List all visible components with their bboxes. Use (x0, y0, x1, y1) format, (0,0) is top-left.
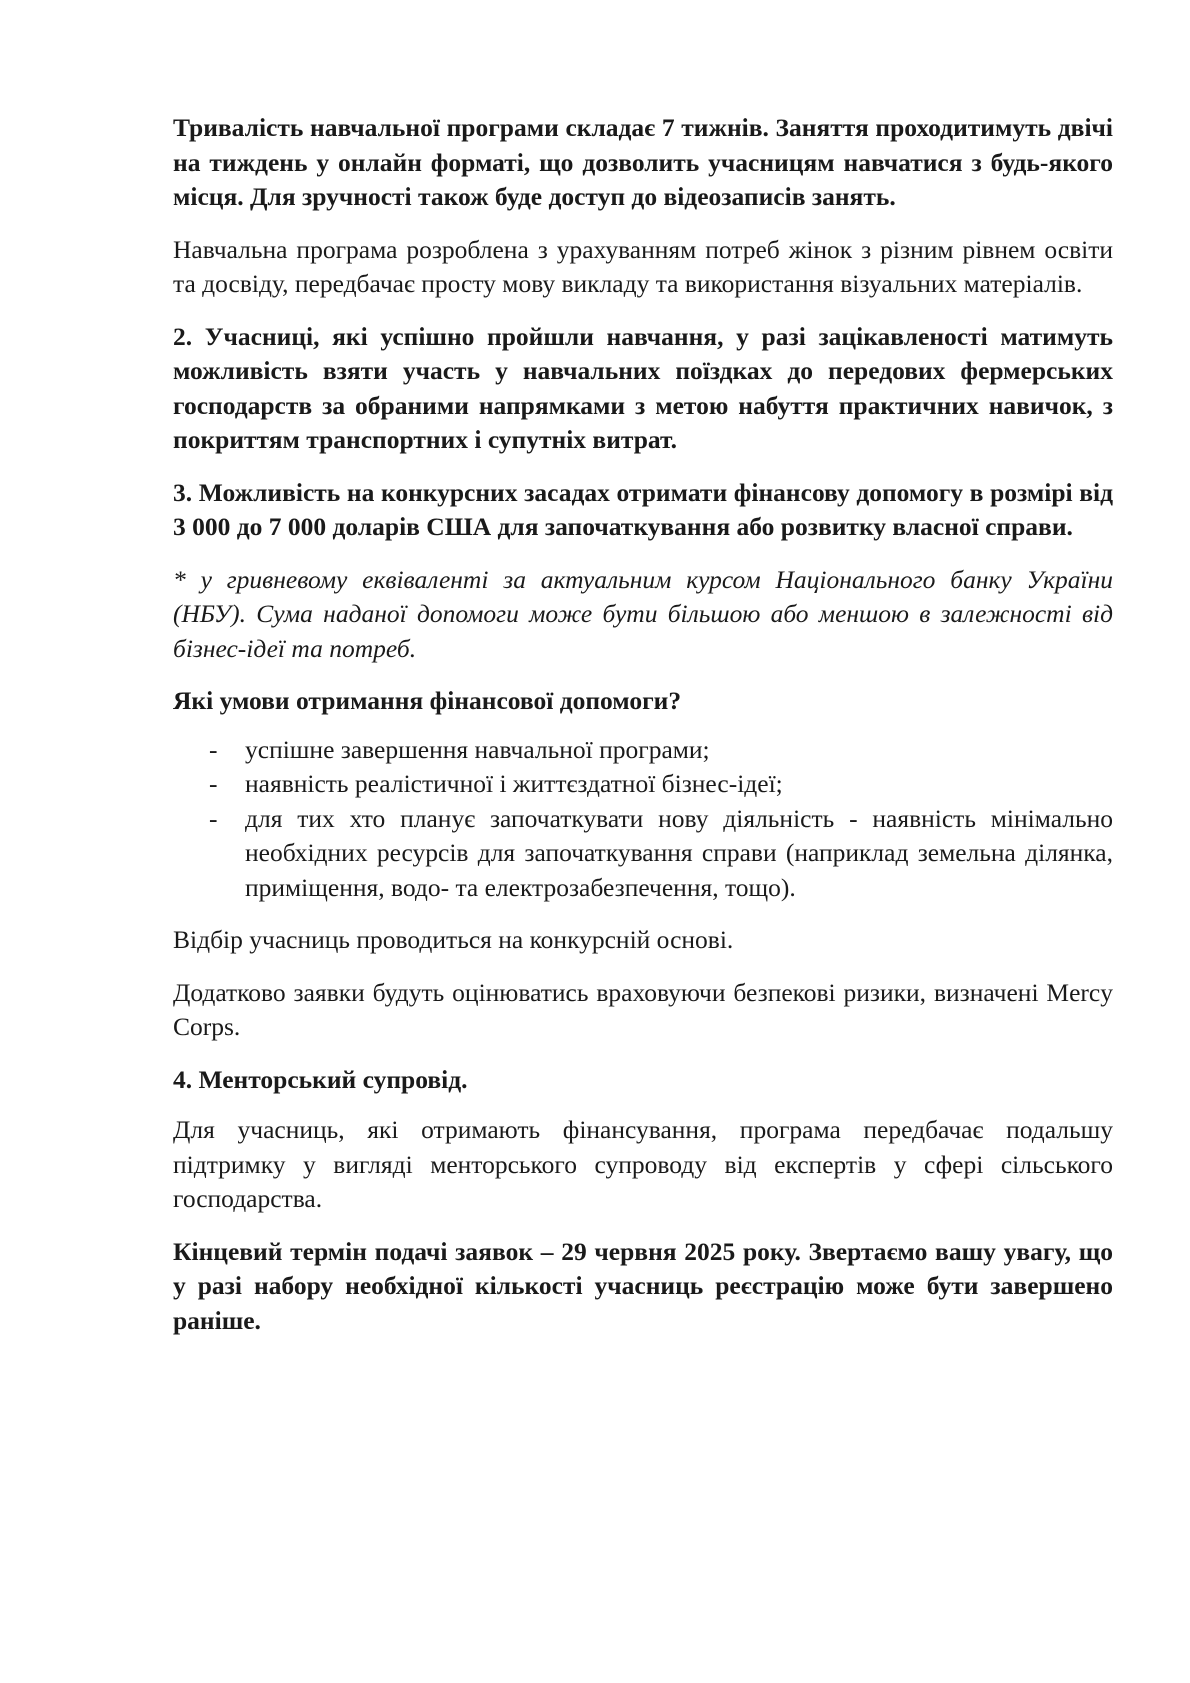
selection-paragraph: Відбір учасниць проводиться на конкурсній основі. (173, 925, 734, 954)
program-design-paragraph: Навчальна програма розроблена з урахуванням потреб жінок з різним рівнем освіти та досвіду, передбачає просту мову викладу та використання візуальних матеріалів. (173, 234, 1113, 298)
conditions-heading: Які умови отримання фінансової допомоги? (173, 686, 682, 715)
document-page (173, 111, 1113, 1356)
security-risks-paragraph: Додатково заявки будуть оцінюватись враховуючи безпекові ризики, визначені Mercy Corps. (173, 977, 1113, 1041)
list-item (173, 733, 1113, 768)
list-item (173, 802, 1113, 906)
deadline-paragraph: Кінцевий термін подачі заявок – 29 червня 2025 року. Звертаємо вашу увагу, що у разі набору необхідної кількості учасниць реєстрацію може бути завершено раніше. (173, 1236, 1113, 1335)
financial-support-paragraph: 3. Можливість на конкурсних засадах отримати фінансову допомогу в розмірі від 3 000 до 7 000 доларів США для започаткування або розвитку власної справи. (173, 477, 1113, 541)
mentoring-paragraph: Для учасниць, які отримають фінансування, програма передбачає подальшу підтримку у вигляді менторського супроводу від експертів у сфері сільського господарства. (173, 1115, 1113, 1213)
program-duration-paragraph: Тривалість навчальної програми складає 7 тижнів. Заняття проходитимуть двічі на тиждень у онлайн форматі, що дозволить учасницям навчатися з будь-якого місця. Для зручності також буде доступ до відеозаписів занять. (173, 113, 1113, 211)
list-item-text: для тих хто планує започаткувати нову діяльність - наявність мінімально необхідних ресурсів для започаткування справи (наприклад земельна ділянка, приміщення, водо- та електрозабезпечення, тощо). (245, 803, 1113, 902)
mentoring-heading: 4. Менторський супровід. (173, 1064, 468, 1094)
list-item-text: наявність реалістичної і життєздатної бізнес-ідеї; (245, 769, 783, 798)
list-item (173, 767, 1113, 802)
study-trips-paragraph: 2. Учасниці, які успішно пройшли навчання, у разі зацікавленості матимуть можливість взяти участь у навчальних поїздках до передових фермерських господарств за обраними напрямками з метою набуття практичних навичок, з покриттям транспортних і супутніх витрат. (173, 321, 1113, 454)
list-dash: - (209, 803, 218, 833)
currency-note-paragraph: * у гривневому еквіваленті за актуальним курсом Національного банку України (НБУ). Сума наданої допомоги може бути більшою або меншою в залежності від бізнес-ідеї та потреб. (173, 564, 1113, 663)
list-dash: - (209, 769, 218, 798)
conditions-list (173, 733, 1113, 906)
list-item-text: успішне завершення навчальної програми; (245, 734, 710, 764)
list-dash: - (209, 734, 218, 764)
